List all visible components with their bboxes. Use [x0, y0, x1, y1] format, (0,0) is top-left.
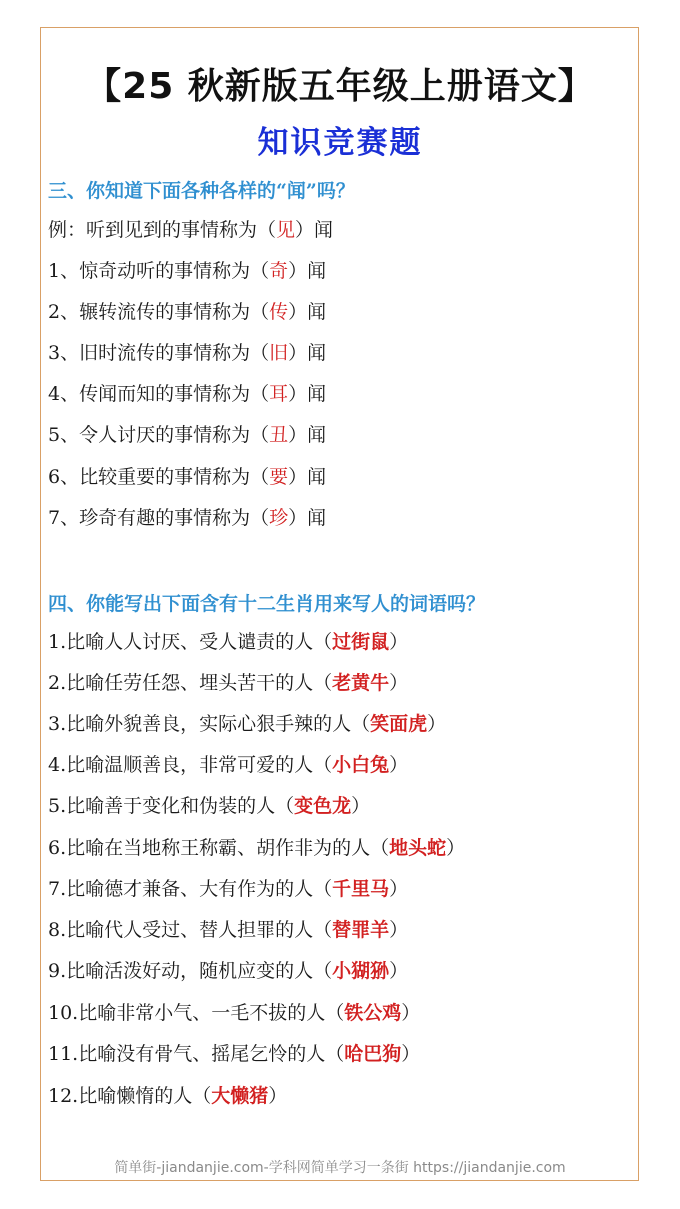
section-4-item [48, 918, 408, 942]
question-suffix: ）闻 [295, 219, 334, 241]
question-suffix: ）闻 [288, 260, 327, 282]
question-text: 例：听到见到的事情称为（ [48, 219, 277, 241]
question-suffix: ） [401, 1002, 421, 1024]
answer-text: 珍 [269, 507, 289, 529]
section-3-item [48, 506, 326, 530]
question-text: 5.比喻善于变化和伪装的人（ [48, 795, 295, 817]
question-suffix: ） [389, 878, 409, 900]
question-suffix: ） [351, 795, 371, 817]
section-3-item [48, 341, 326, 365]
question-suffix: ）闻 [288, 466, 327, 488]
section-3-example [48, 218, 333, 242]
question-suffix: ） [389, 754, 409, 776]
answer-text: 过街鼠 [332, 631, 390, 653]
section-3-item [48, 300, 326, 324]
answer-text: 要 [269, 466, 289, 488]
question-text: 5、令人讨厌的事情称为（ [48, 424, 270, 446]
question-text: 2、辗转流传的事情称为（ [48, 301, 270, 323]
section-4-item [48, 1084, 287, 1108]
section-3-item [48, 382, 326, 406]
answer-text: 千里马 [332, 878, 390, 900]
answer-text: 大懒猪 [211, 1085, 269, 1107]
section-4-item [48, 836, 465, 860]
answer-text: 笑面虎 [370, 713, 428, 735]
section-4-item [48, 630, 408, 654]
question-suffix: ） [389, 672, 409, 694]
footer-watermark: 简单街-jiandanjie.com-学科网简单学习一条街 https://jiandanjie.com [114, 1160, 566, 1176]
answer-text: 替罪羊 [332, 919, 390, 941]
section-4-item [48, 877, 408, 901]
page-subtitle: 知识竞赛题 [257, 125, 423, 161]
question-suffix: ）闻 [288, 424, 327, 446]
question-text: 4.比喻温顺善良，非常可爱的人（ [48, 754, 333, 776]
section-4-heading: 四、你能写出下面含有十二生肖用来写人的词语吗？ [48, 593, 486, 615]
question-suffix: ） [401, 1043, 421, 1065]
question-text: 7、珍奇有趣的事情称为（ [48, 507, 270, 529]
answer-text: 奇 [269, 260, 289, 282]
question-suffix: ）闻 [288, 383, 327, 405]
question-text: 1.比喻人人讨厌、受人谴责的人（ [48, 631, 333, 653]
question-suffix: ）闻 [288, 507, 327, 529]
question-suffix: ） [389, 960, 409, 982]
answer-text: 旧 [269, 342, 289, 364]
answer-text: 铁公鸡 [344, 1002, 402, 1024]
question-text: 8.比喻代人受过、替人担罪的人（ [48, 919, 333, 941]
answer-text: 变色龙 [294, 795, 352, 817]
question-suffix: ）闻 [288, 301, 327, 323]
question-suffix: ） [389, 919, 409, 941]
question-text: 9.比喻活泼好动，随机应变的人（ [48, 960, 333, 982]
question-suffix: ） [446, 837, 466, 859]
section-4-item [48, 671, 408, 695]
answer-text: 耳 [269, 383, 289, 405]
answer-text: 地头蛇 [389, 837, 447, 859]
section-3-heading: 三、你知道下面各种各样的“闻”吗？ [48, 180, 355, 202]
question-text: 1、惊奇动听的事情称为（ [48, 260, 270, 282]
question-text: 3.比喻外貌善良，实际心狠手辣的人（ [48, 713, 371, 735]
section-4-item [48, 794, 370, 818]
answer-text: 见 [276, 219, 296, 241]
question-text: 4、传闻而知的事情称为（ [48, 383, 270, 405]
question-text: 2.比喻任劳任怨、埋头苦干的人（ [48, 672, 333, 694]
question-text: 3、旧时流传的事情称为（ [48, 342, 270, 364]
section-4-item [48, 712, 446, 736]
answer-text: 老黄牛 [332, 672, 390, 694]
section-3-item [48, 423, 326, 447]
section-4-item [48, 1001, 420, 1025]
page-title: 【25 秋新版五年级上册语文】 [85, 66, 595, 107]
answer-text: 丑 [269, 424, 289, 446]
question-text: 12.比喻懒惰的人（ [48, 1085, 212, 1107]
question-suffix: ） [268, 1085, 288, 1107]
answer-text: 传 [269, 301, 289, 323]
section-3-item [48, 465, 326, 489]
section-4-item [48, 753, 408, 777]
question-suffix: ） [427, 713, 447, 735]
answer-text: 小白兔 [332, 754, 390, 776]
question-text: 6、比较重要的事情称为（ [48, 466, 270, 488]
question-text: 11.比喻没有骨气、摇尾乞怜的人（ [48, 1043, 345, 1065]
question-text: 7.比喻德才兼备、大有作为的人（ [48, 878, 333, 900]
section-4-item [48, 959, 408, 983]
question-text: 10.比喻非常小气、一毛不拔的人（ [48, 1002, 345, 1024]
section-3-item [48, 259, 326, 283]
question-text: 6.比喻在当地称王称霸、胡作非为的人（ [48, 837, 390, 859]
question-suffix: ） [389, 631, 409, 653]
question-suffix: ）闻 [288, 342, 327, 364]
answer-text: 哈巴狗 [344, 1043, 402, 1065]
answer-text: 小猢狲 [332, 960, 390, 982]
section-4-item [48, 1042, 420, 1066]
